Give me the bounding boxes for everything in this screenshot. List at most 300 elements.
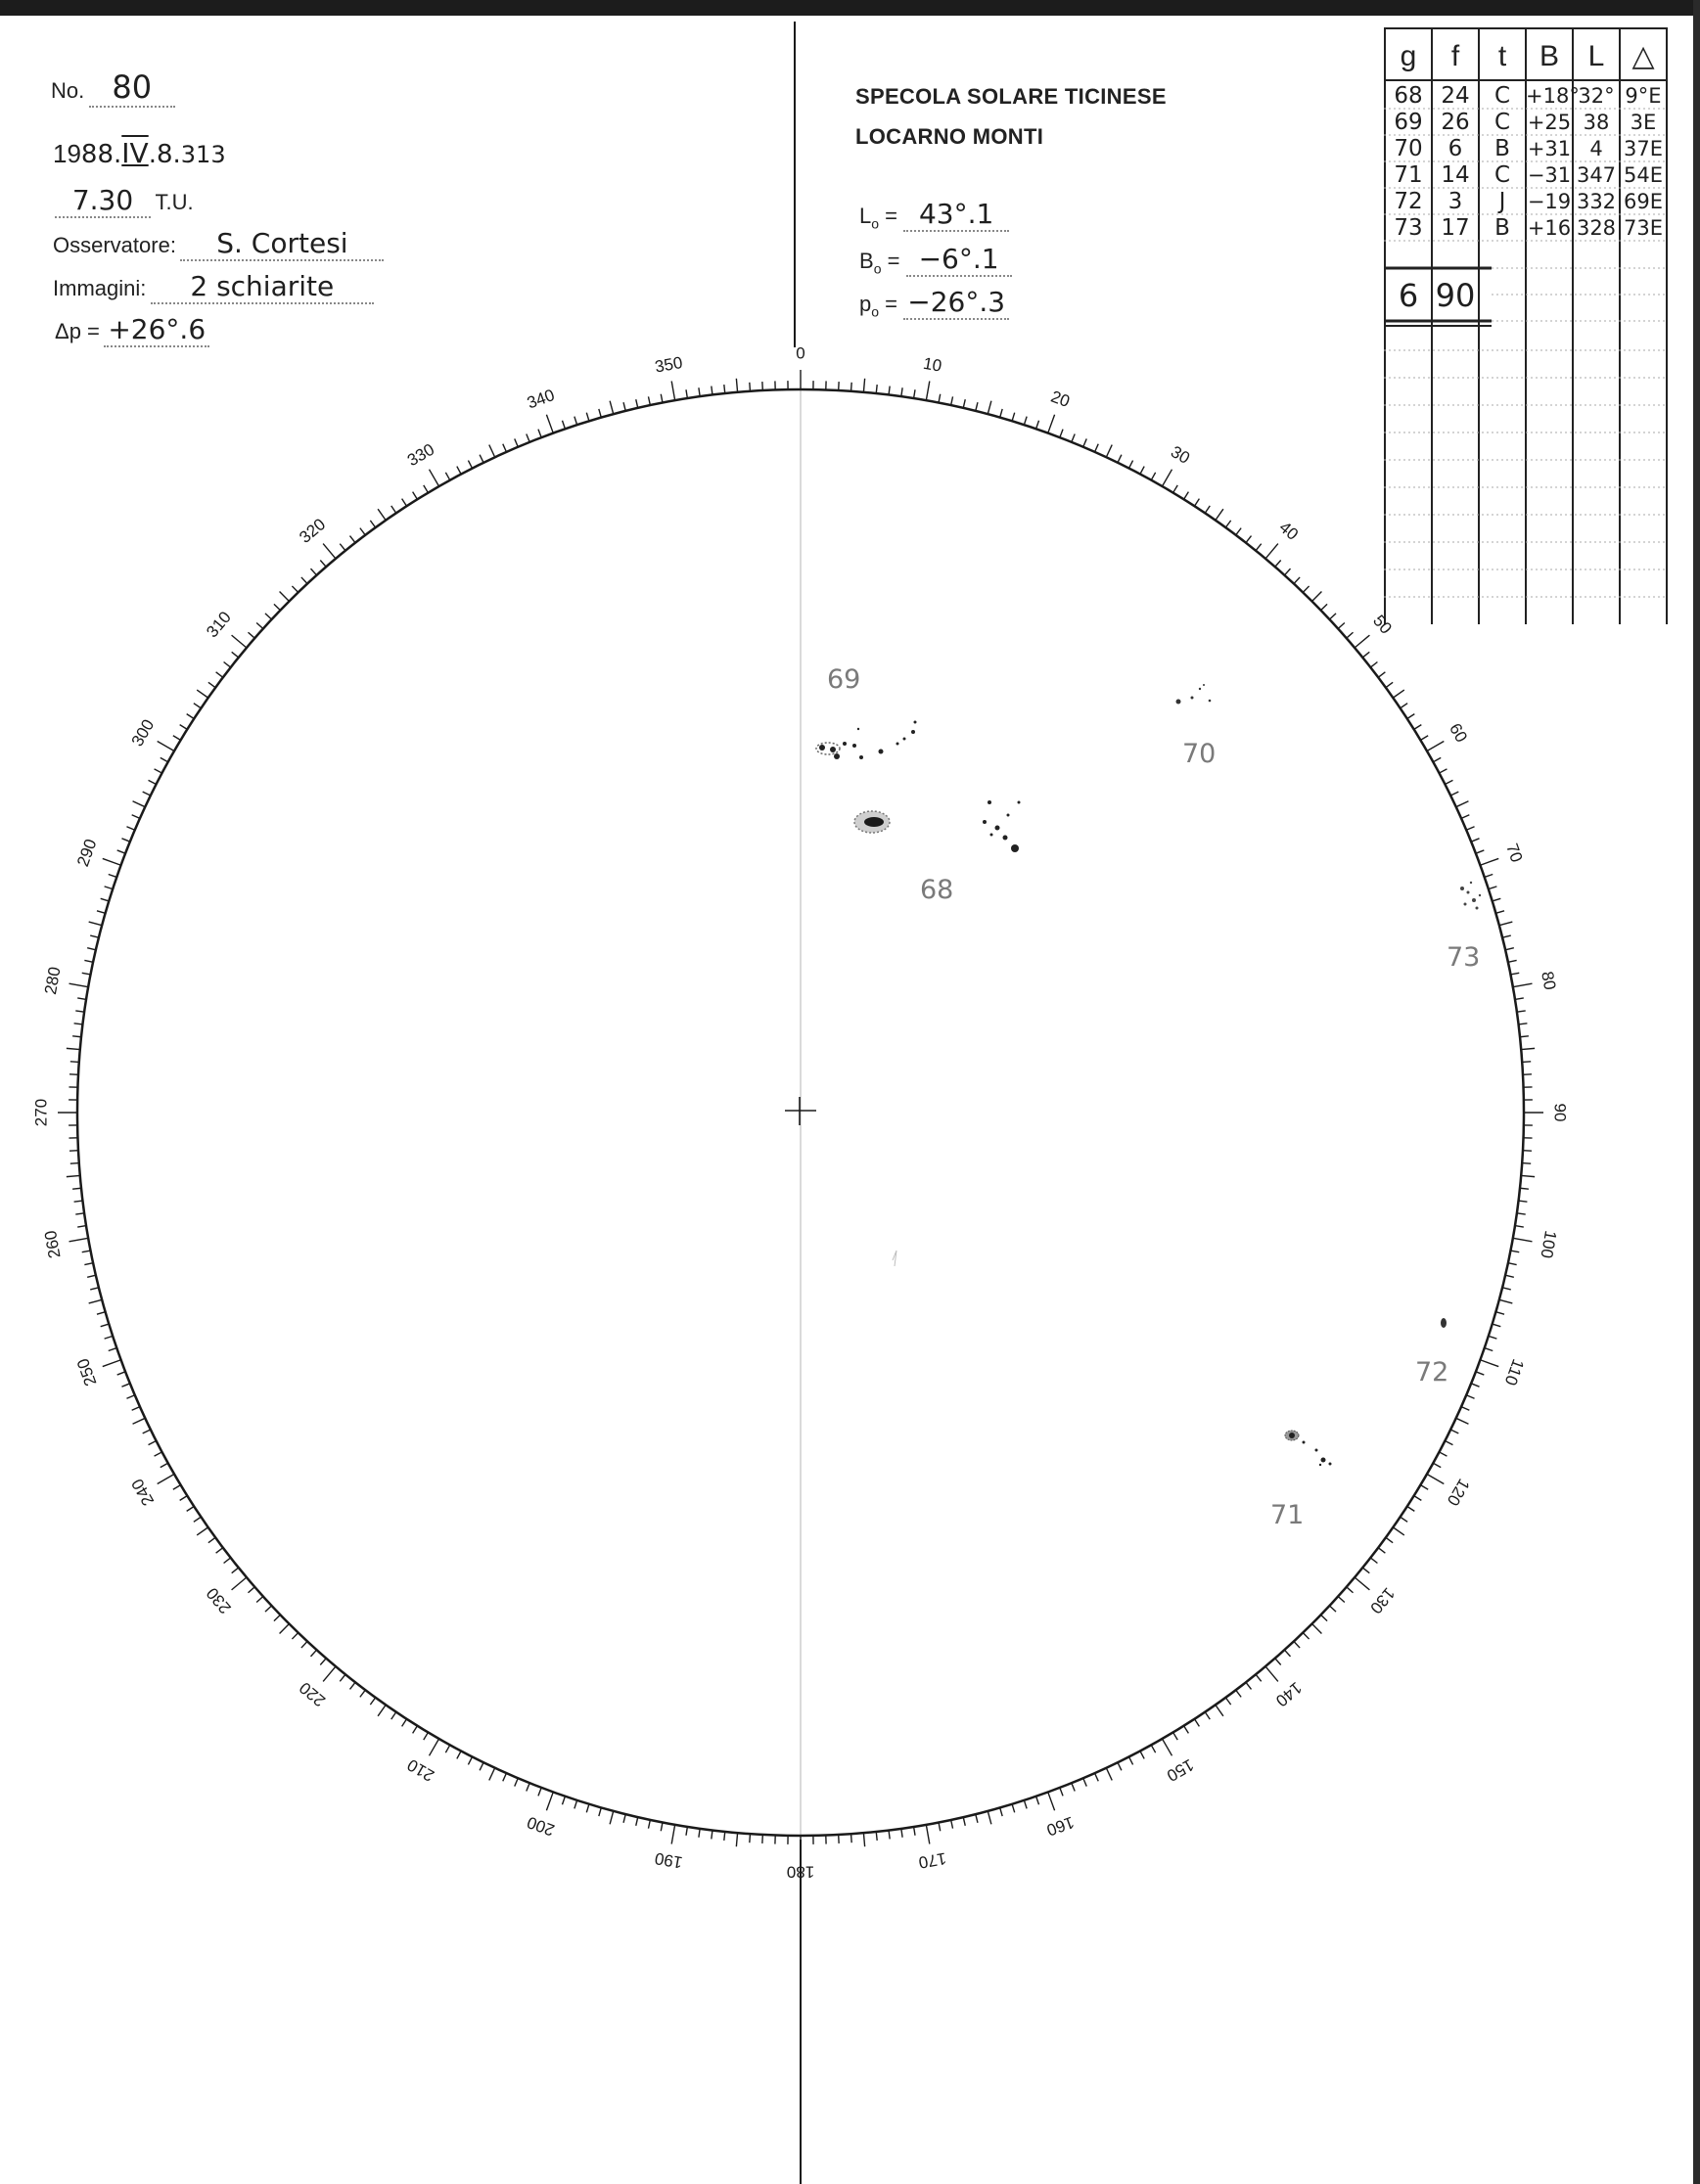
scale-tick xyxy=(636,399,638,408)
scale-tick xyxy=(105,887,114,889)
scale-tick xyxy=(1129,1756,1133,1764)
scale-tick xyxy=(863,379,864,392)
scale-tick xyxy=(515,438,519,446)
scale-tick xyxy=(480,1762,483,1770)
scale-tick xyxy=(161,757,168,761)
scale-tick xyxy=(232,1577,247,1590)
scale-tick xyxy=(889,387,890,395)
scale-tick xyxy=(149,780,157,784)
scale-tick xyxy=(1118,455,1122,463)
table-header-L: L xyxy=(1587,40,1605,72)
param-L0-sub: o xyxy=(871,215,880,232)
scale-tick xyxy=(1510,973,1519,975)
scale-tick xyxy=(1205,1712,1210,1719)
sunspot-group-73 xyxy=(1460,882,1481,910)
scale-tick xyxy=(1338,1596,1345,1602)
table-cell: 69 xyxy=(1394,110,1423,135)
scale-tick xyxy=(1461,815,1469,819)
scale-label-140: 140 xyxy=(1271,1678,1306,1710)
scale-tick xyxy=(187,714,195,719)
scale-tick xyxy=(1450,1430,1458,1433)
scale-tick xyxy=(1445,1441,1452,1445)
table-cell: 4 xyxy=(1589,137,1603,160)
scale-tick xyxy=(1072,1783,1075,1791)
group-label-69: 69 xyxy=(827,664,861,695)
scale-tick xyxy=(133,801,146,807)
table-header-delta: △ xyxy=(1631,40,1655,72)
table-cell: 38 xyxy=(1583,111,1610,134)
table-cell: 71 xyxy=(1394,162,1423,188)
scale-tick xyxy=(208,682,215,687)
table-cell: B xyxy=(1494,215,1510,241)
scale-tick xyxy=(402,499,407,507)
scale-tick xyxy=(1275,1659,1281,1665)
scale-label-60: 60 xyxy=(1446,720,1472,746)
scale-tick xyxy=(1163,470,1172,486)
scale-tick xyxy=(149,1441,157,1445)
scale-tick xyxy=(750,383,751,391)
table-cell: 73 xyxy=(1394,215,1423,241)
scale-tick xyxy=(1184,1726,1189,1734)
table-cell: +18° xyxy=(1526,84,1580,108)
scale-tick xyxy=(187,1506,195,1511)
scale-tick xyxy=(216,672,223,677)
scale-tick xyxy=(1294,1641,1300,1648)
scale-tick xyxy=(84,1263,93,1265)
scale-tick xyxy=(1140,467,1144,475)
scale-tick xyxy=(126,827,134,831)
param-B0-eq: = xyxy=(887,249,900,273)
scale-tick xyxy=(391,1712,396,1719)
scale-tick xyxy=(1440,769,1447,773)
scale-tick xyxy=(69,983,89,986)
scale-tick xyxy=(951,396,953,405)
scale-tick xyxy=(89,1299,103,1303)
scale-tick xyxy=(1508,1263,1517,1265)
scale-tick xyxy=(224,661,231,667)
scale-tick xyxy=(67,1048,80,1049)
scale-tick xyxy=(82,973,91,975)
scale-tick xyxy=(72,1188,81,1189)
scale-label-0: 0 xyxy=(796,343,805,363)
scale-tick xyxy=(699,387,700,396)
scale-tick xyxy=(686,1827,687,1836)
scale-tick xyxy=(1520,1036,1529,1037)
scale-tick xyxy=(133,1418,146,1424)
scale-tick xyxy=(1338,622,1345,628)
scale-tick xyxy=(256,1596,263,1602)
scale-tick xyxy=(1303,1633,1309,1639)
scale-tick xyxy=(1440,1452,1447,1456)
scale-tick xyxy=(546,415,553,433)
scale-tick xyxy=(323,1666,336,1681)
scale-tick xyxy=(914,389,915,398)
faint-pencil-mark xyxy=(893,1251,896,1266)
scale-tick xyxy=(413,492,418,500)
scale-tick xyxy=(248,632,254,638)
scale-tick xyxy=(610,1811,614,1825)
scale-tick xyxy=(724,1832,725,1841)
scale-tick xyxy=(976,1814,978,1823)
date-year: 88. xyxy=(80,140,122,169)
date-month: IV xyxy=(121,137,149,169)
scale-tick xyxy=(1505,948,1514,950)
scale-tick xyxy=(1312,592,1322,602)
scale-tick xyxy=(445,473,449,480)
scale-tick xyxy=(1414,725,1422,730)
scale-tick xyxy=(265,1606,272,1612)
sunspot-group-68-follower xyxy=(983,800,1021,852)
group-label-70: 70 xyxy=(1182,739,1217,769)
scale-tick xyxy=(67,1175,80,1176)
scale-label-340: 340 xyxy=(525,386,558,413)
scale-label-90: 90 xyxy=(1550,1103,1570,1122)
scale-tick xyxy=(1236,1690,1241,1697)
table-cell: 70 xyxy=(1394,136,1423,161)
scale-tick xyxy=(1378,1548,1385,1553)
scale-label-290: 290 xyxy=(73,837,101,870)
param-P0-label: p xyxy=(859,292,872,316)
table-cell: 328 xyxy=(1576,216,1617,240)
table-cell: 14 xyxy=(1441,162,1470,188)
scale-tick xyxy=(1513,1238,1533,1241)
scale-label-120: 120 xyxy=(1443,1475,1474,1510)
table-cell: 32° xyxy=(1578,84,1615,108)
scale-tick xyxy=(1246,536,1252,543)
scale-tick xyxy=(360,528,365,535)
scale-tick xyxy=(173,736,181,741)
scale-tick xyxy=(1236,528,1241,535)
scale-tick xyxy=(1414,1496,1422,1501)
scale-tick xyxy=(1216,509,1223,520)
table-header-B: B xyxy=(1539,40,1559,72)
sunspot-group-72 xyxy=(1441,1318,1447,1328)
scale-tick xyxy=(1024,417,1027,426)
scale-tick xyxy=(1471,839,1479,842)
scale-label-230: 230 xyxy=(203,1583,235,1617)
scale-tick xyxy=(623,1814,625,1823)
scale-tick xyxy=(1329,1606,1336,1612)
scale-tick xyxy=(586,413,589,422)
scale-tick xyxy=(546,1792,553,1810)
scale-tick xyxy=(661,394,663,403)
scale-tick xyxy=(1355,1577,1369,1590)
scale-tick xyxy=(1173,1732,1178,1740)
scale-tick xyxy=(197,1527,207,1535)
scale-tick xyxy=(280,1624,290,1634)
param-P0-sub: o xyxy=(871,303,880,320)
observatory-line-2: LOCARNO MONTI xyxy=(855,124,1044,149)
scale-tick xyxy=(1499,1299,1513,1303)
scale-tick xyxy=(301,577,307,584)
scale-tick xyxy=(1407,1506,1415,1511)
scale-tick xyxy=(292,1633,298,1639)
scale-tick xyxy=(1393,1527,1403,1535)
scale-tick xyxy=(158,1475,174,1484)
scale-tick xyxy=(87,948,96,950)
group-label-71: 71 xyxy=(1270,1500,1305,1530)
scale-tick xyxy=(926,1825,929,1844)
scale-label-50: 50 xyxy=(1369,611,1396,638)
table-cell: 24 xyxy=(1441,83,1470,109)
scale-tick xyxy=(70,1062,79,1063)
sunspot-group-68 xyxy=(854,811,890,833)
scale-tick xyxy=(1265,1666,1278,1681)
param-L0-value: 43°.1 xyxy=(903,198,1009,232)
scale-tick xyxy=(1118,1762,1122,1770)
scale-tick xyxy=(538,430,541,437)
scale-label-200: 200 xyxy=(525,1812,558,1840)
scale-tick xyxy=(143,792,151,796)
scale-label-160: 160 xyxy=(1043,1812,1077,1840)
table-cell: 6 xyxy=(1447,136,1463,161)
scale-tick xyxy=(1461,1407,1469,1411)
scale-tick xyxy=(143,1430,151,1433)
scale-tick xyxy=(82,1251,91,1252)
scale-tick xyxy=(1036,421,1039,430)
param-B0-label: B xyxy=(859,249,874,273)
scale-tick xyxy=(1480,858,1498,865)
scale-tick xyxy=(863,1833,864,1846)
scale-tick xyxy=(1163,1739,1172,1755)
table-cell: 347 xyxy=(1576,163,1617,187)
scale-tick xyxy=(74,1201,83,1202)
scale-tick xyxy=(1048,415,1055,433)
table-header-t: t xyxy=(1497,40,1507,72)
scale-tick xyxy=(1517,1011,1526,1012)
scale-tick xyxy=(1456,801,1469,807)
scale-tick xyxy=(121,1384,129,1387)
table-header-g: g xyxy=(1400,40,1417,72)
scale-tick xyxy=(77,1226,86,1227)
scale-tick xyxy=(1184,492,1189,500)
scale-tick xyxy=(671,382,674,401)
scale-label-40: 40 xyxy=(1275,518,1303,544)
scale-tick xyxy=(1502,935,1511,937)
scale-tick xyxy=(889,1830,890,1839)
scale-label-170: 170 xyxy=(917,1848,948,1873)
scale-tick xyxy=(1321,1615,1327,1620)
scale-label-330: 330 xyxy=(403,439,438,471)
scale-tick xyxy=(1225,521,1230,527)
table-cell: 54E xyxy=(1624,163,1663,187)
scale-tick xyxy=(1060,1788,1063,1796)
scale-tick xyxy=(636,1817,638,1826)
scale-tick xyxy=(976,402,978,411)
scale-label-220: 220 xyxy=(296,1678,330,1710)
scale-tick xyxy=(224,1558,231,1564)
scale-tick xyxy=(1140,1752,1144,1759)
scale-tick xyxy=(232,652,239,658)
record-number-value: 80 xyxy=(89,68,175,108)
scale-tick xyxy=(1518,1201,1527,1202)
scale-tick xyxy=(851,383,852,391)
scale-label-350: 350 xyxy=(653,352,684,377)
scale-label-190: 190 xyxy=(653,1848,684,1873)
scale-tick xyxy=(1489,1336,1497,1339)
scale-tick xyxy=(360,1690,365,1697)
scale-tick xyxy=(90,935,99,937)
scale-tick xyxy=(292,586,298,592)
scale-tick xyxy=(413,1726,418,1734)
scale-tick xyxy=(1456,1418,1469,1424)
table-cell: C xyxy=(1493,110,1511,135)
scale-tick xyxy=(1347,632,1354,638)
scale-tick xyxy=(939,1822,941,1831)
scale-tick xyxy=(988,401,991,415)
scale-tick xyxy=(988,1811,991,1825)
scale-tick xyxy=(216,1548,223,1553)
param-P0-eq: = xyxy=(885,292,898,316)
group-label-73: 73 xyxy=(1447,942,1481,973)
scale-tick xyxy=(1095,444,1099,452)
scale-tick xyxy=(109,874,117,877)
delta-p-value: +26°.6 xyxy=(104,313,209,347)
observation-time-value: 7.30 xyxy=(55,184,151,218)
scale-tick xyxy=(901,1829,902,1838)
scale-tick xyxy=(1370,661,1377,667)
scale-tick xyxy=(1495,911,1504,913)
scale-tick xyxy=(1521,1048,1535,1049)
delta-p-label: Δp = xyxy=(55,319,100,343)
scale-tick xyxy=(1362,1568,1369,1573)
scale-tick xyxy=(197,690,207,698)
table-cell: 17 xyxy=(1441,215,1470,241)
total-spots: 90 xyxy=(1435,277,1476,314)
scale-tick xyxy=(69,1238,89,1241)
scale-tick xyxy=(1433,1463,1441,1467)
scale-label-250: 250 xyxy=(73,1355,101,1388)
scale-tick xyxy=(232,635,247,648)
scale-tick xyxy=(1225,1698,1230,1705)
scale-tick xyxy=(1060,430,1063,437)
scale-tick xyxy=(1485,874,1493,877)
scale-tick xyxy=(310,1650,316,1657)
scale-tick xyxy=(1095,1773,1099,1781)
scale-tick xyxy=(97,911,106,913)
scale-tick xyxy=(1012,413,1015,422)
scale-label-80: 80 xyxy=(1538,970,1560,992)
table-cell: +16 xyxy=(1527,216,1572,240)
scale-tick xyxy=(274,1615,280,1620)
scale-label-270: 270 xyxy=(31,1098,51,1127)
scale-tick xyxy=(1513,983,1533,986)
param-L0-eq: = xyxy=(885,204,898,228)
scale-tick xyxy=(158,742,174,751)
scale-tick xyxy=(349,1682,355,1689)
scale-tick xyxy=(489,445,495,458)
scale-tick xyxy=(1386,682,1393,687)
scale-tick xyxy=(699,1829,700,1838)
scale-tick xyxy=(1048,1792,1055,1810)
scale-tick xyxy=(424,485,429,493)
table-header-f: f xyxy=(1450,40,1460,72)
scale-tick xyxy=(574,1800,577,1809)
scale-tick xyxy=(1275,560,1281,567)
scale-tick xyxy=(424,1732,429,1740)
scale-tick xyxy=(623,402,625,411)
scale-tick xyxy=(430,470,439,486)
scale-tick xyxy=(736,1833,737,1846)
scale-tick xyxy=(274,604,280,610)
date-day-of-year: 313 xyxy=(180,141,226,168)
scale-tick xyxy=(101,1324,110,1327)
observer-value: S. Cortesi xyxy=(180,227,384,261)
scale-tick xyxy=(876,1832,877,1841)
scale-tick xyxy=(1194,499,1199,507)
time-unit-label: T.U. xyxy=(155,190,194,214)
group-label-72: 72 xyxy=(1415,1357,1449,1388)
scale-tick xyxy=(1083,438,1087,446)
scale-tick xyxy=(1521,1175,1535,1176)
scale-tick xyxy=(1510,1251,1519,1252)
images-value: 2 schiarite xyxy=(151,270,374,304)
scale-label-180: 180 xyxy=(786,1862,815,1882)
scale-tick xyxy=(503,444,507,452)
scale-tick xyxy=(1024,1800,1027,1809)
scale-tick xyxy=(70,1163,79,1164)
scale-tick xyxy=(599,1807,601,1816)
scale-tick xyxy=(1000,409,1002,418)
scale-tick xyxy=(72,1036,81,1037)
scale-tick xyxy=(1284,569,1290,575)
scale-tick xyxy=(1000,1807,1002,1816)
scale-tick xyxy=(515,1778,519,1786)
scale-tick xyxy=(1151,1745,1155,1752)
scale-tick xyxy=(194,1517,201,1522)
scale-tick xyxy=(75,1213,84,1214)
scale-tick xyxy=(391,506,396,513)
scale-label-30: 30 xyxy=(1168,441,1193,468)
scale-tick xyxy=(180,725,188,730)
scale-tick xyxy=(1370,1558,1377,1564)
scale-tick xyxy=(75,1011,84,1012)
scale-tick xyxy=(320,1659,326,1665)
scale-tick xyxy=(1517,1213,1526,1214)
scale-label-130: 130 xyxy=(1366,1583,1399,1617)
scale-tick xyxy=(1471,1384,1479,1387)
scale-tick xyxy=(661,1822,663,1831)
scale-tick xyxy=(1466,1395,1474,1399)
scale-tick xyxy=(1466,827,1474,831)
scale-tick xyxy=(310,569,316,575)
scale-tick xyxy=(1321,604,1327,610)
scale-tick xyxy=(121,839,129,842)
table-cell: +25 xyxy=(1527,111,1572,134)
scale-tick xyxy=(1427,742,1444,751)
scale-label-280: 280 xyxy=(40,965,65,996)
scale-label-70: 70 xyxy=(1502,841,1527,865)
scale-tick xyxy=(468,461,472,469)
scale-tick xyxy=(1216,1705,1223,1715)
scale-tick xyxy=(349,536,355,543)
scale-label-20: 20 xyxy=(1048,387,1073,411)
scale-label-110: 110 xyxy=(1500,1356,1528,1388)
table-cell: 73E xyxy=(1624,216,1663,240)
table-cell: 3E xyxy=(1630,111,1657,134)
scale-tick xyxy=(1407,714,1415,719)
scale-tick xyxy=(1480,1360,1498,1367)
scale-tick xyxy=(173,1485,181,1490)
scale-tick xyxy=(574,417,577,426)
table-cell: −19 xyxy=(1527,190,1572,213)
scale-tick xyxy=(155,1452,162,1456)
table-cell: 69E xyxy=(1624,190,1663,213)
total-groups: 6 xyxy=(1398,277,1419,314)
scale-tick xyxy=(1520,1188,1529,1189)
scale-tick xyxy=(610,401,614,415)
scale-tick xyxy=(963,399,965,408)
